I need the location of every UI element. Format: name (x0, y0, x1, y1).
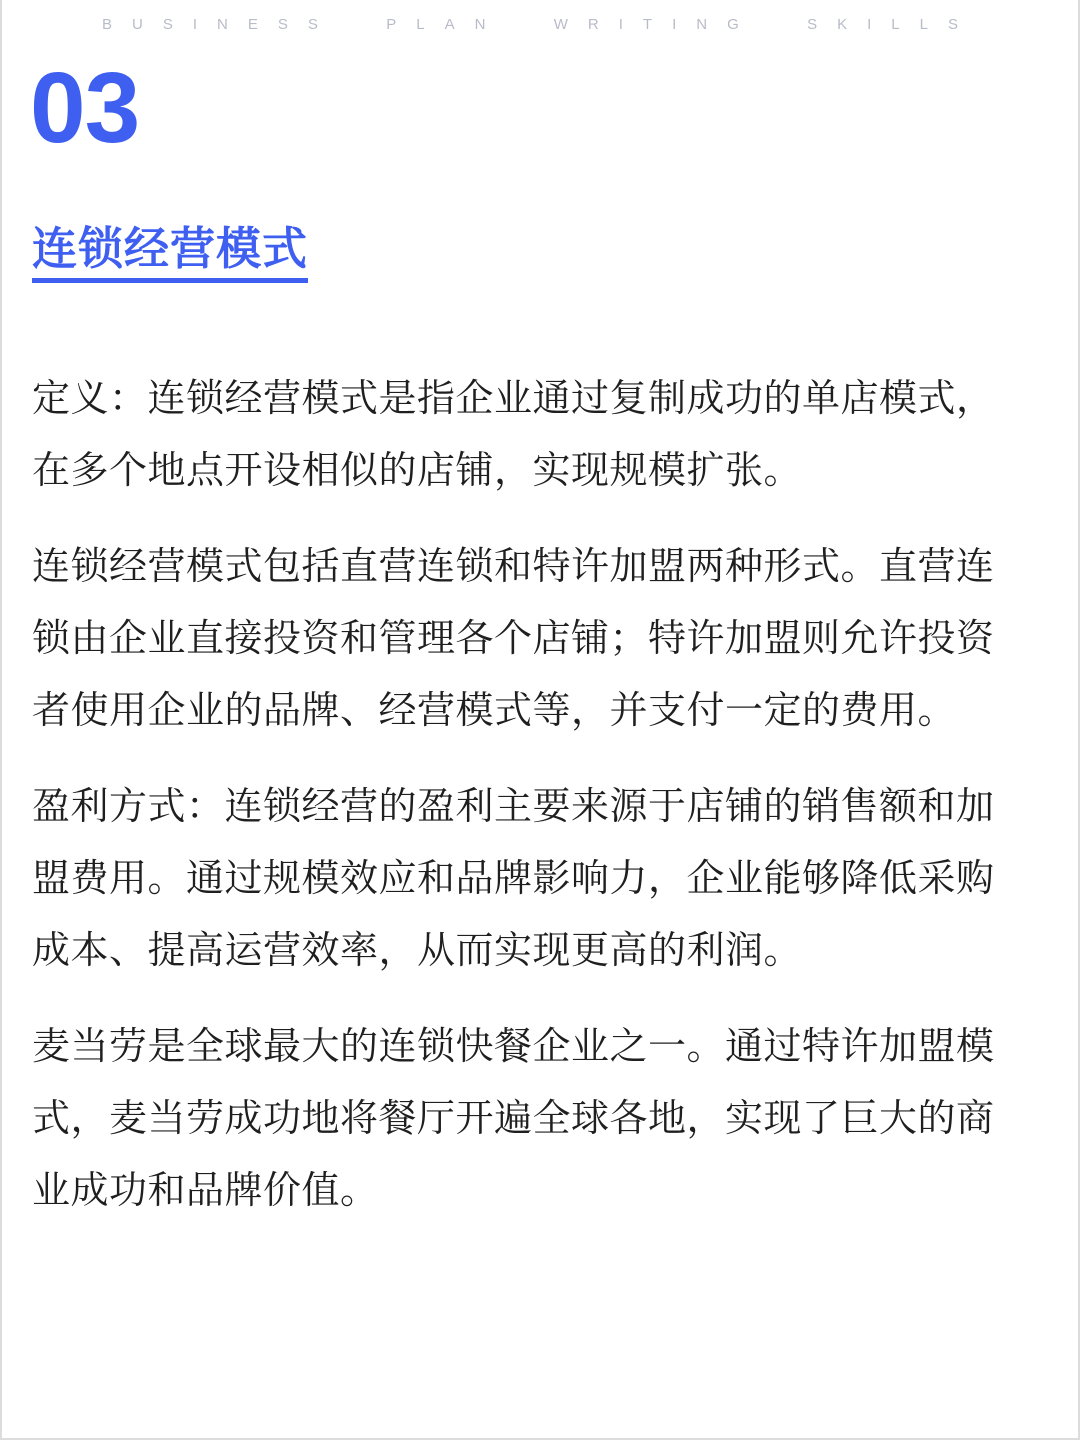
section-number: 03 (30, 52, 140, 164)
paragraph-definition: 定义：连锁经营模式是指企业通过复制成功的单店模式，在多个地点开设相似的店铺，实现规模扩张。 (32, 376, 995, 492)
paragraph-example: 麦当劳是全球最大的连锁快餐企业之一。通过特许加盟模式，麦当劳成功地将餐厅开遍全球各地，实现了巨大的商业成功和品牌价值。 (32, 1024, 995, 1212)
paragraph-forms: 连锁经营模式包括直营连锁和特许加盟两种形式。直营连锁由企业直接投资和管理各个店铺；特许加盟则允许投资者使用企业的品牌、经营模式等，并支付一定的费用。 (32, 544, 995, 732)
article-body (32, 362, 1022, 1250)
section-title: 连锁经营模式 (32, 220, 308, 283)
header-tagline: BUSINESS PLAN WRITING SKILLS (102, 16, 978, 33)
paragraph-profit: 盈利方式：连锁经营的盈利主要来源于店铺的销售额和加盟费用。通过规模效应和品牌影响力，企业能够降低采购成本、提高运营效率，从而实现更高的利润。 (32, 784, 995, 972)
